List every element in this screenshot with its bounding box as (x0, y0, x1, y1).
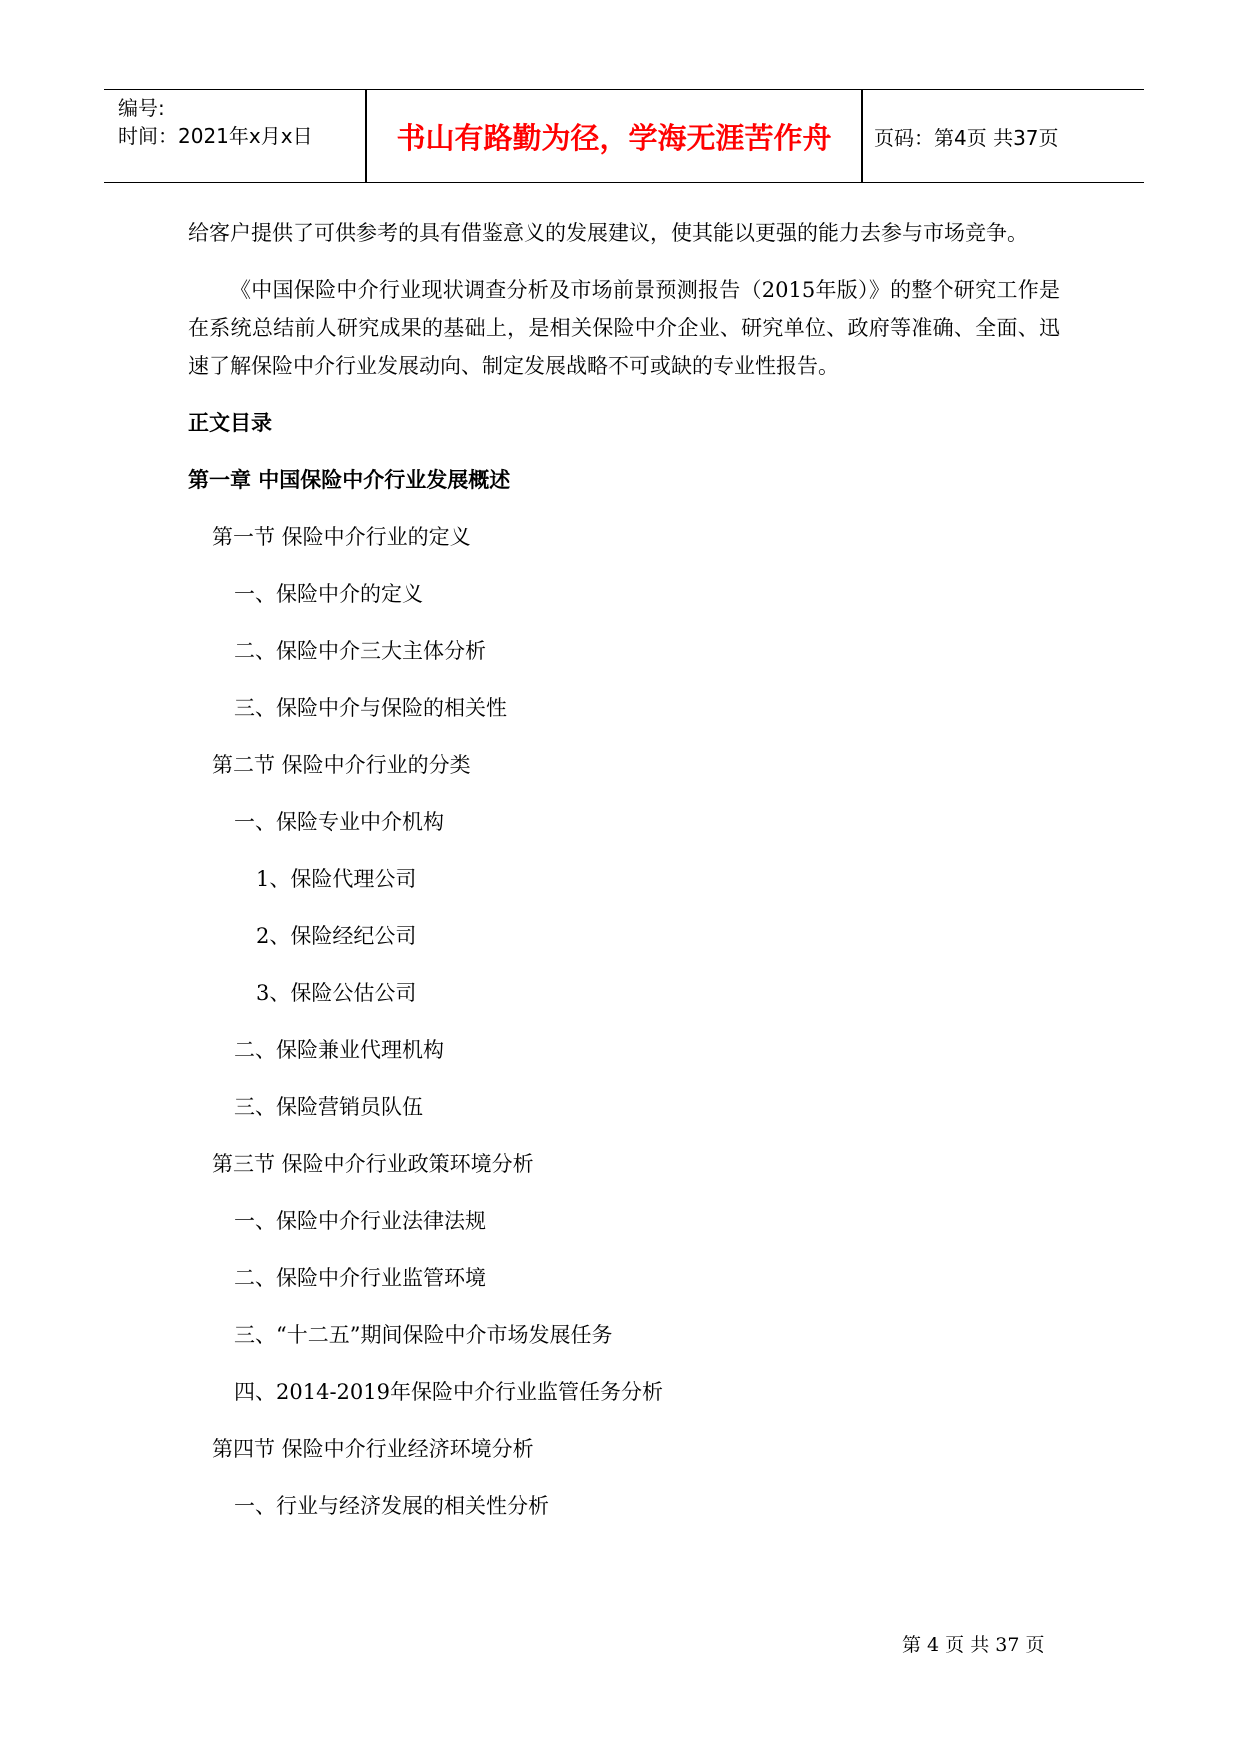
toc-item: 2、保险经纪公司 (256, 924, 417, 948)
toc-subsection: 四、2014-2019年保险中介行业监管任务分析 (234, 1380, 663, 1404)
document-time-label: 时间：2021年x月x日 (118, 124, 313, 148)
header-divider-left (365, 90, 367, 182)
toc-item: 1、保险代理公司 (256, 867, 417, 891)
toc-subsection: 一、保险中介行业法律法规 (234, 1209, 486, 1233)
header-motto: 书山有路勤为径，学海无涯苦作舟 (396, 120, 832, 155)
toc-chapter: 第一章 中国保险中介行业发展概述 (188, 468, 511, 492)
toc-subsection: 二、保险兼业代理机构 (234, 1038, 444, 1062)
document-number-label: 编号: (118, 96, 165, 120)
toc-subsection: 二、保险中介三大主体分析 (234, 639, 486, 663)
toc-subsection: 一、保险专业中介机构 (234, 810, 444, 834)
header-divider-right (861, 90, 863, 182)
toc-subsection: 一、行业与经济发展的相关性分析 (234, 1494, 549, 1518)
toc-subsection: 一、保险中介的定义 (234, 582, 423, 606)
body-paragraph: 《中国保险中介行业现状调查分析及市场前景预测报告（2015年版）》的整个研究工作是在系统总结前人研究成果的基础上，是相关保险中介企业、研究单位、政府等准确、全面、迅速了解保险中介行业发展动向、制定发展战略不可或缺的专业性报告。 (188, 278, 1060, 378)
toc-section: 第一节 保险中介行业的定义 (212, 525, 471, 549)
toc-subsection: 三、“十二五”期间保险中介市场发展任务 (234, 1323, 613, 1347)
header-page-info: 页码：第4页 共37页 (874, 126, 1059, 150)
toc-section: 第三节 保险中介行业政策环境分析 (212, 1152, 534, 1176)
toc-heading: 正文目录 (188, 411, 272, 435)
toc-subsection: 三、保险中介与保险的相关性 (234, 696, 507, 720)
toc-section: 第二节 保险中介行业的分类 (212, 753, 471, 777)
header-meta (118, 94, 313, 150)
page-footer: 第 4 页 共 37 页 (902, 1634, 1045, 1656)
toc-subsection: 三、保险营销员队伍 (234, 1095, 423, 1119)
toc-item: 3、保险公估公司 (256, 981, 417, 1005)
toc-section: 第四节 保险中介行业经济环境分析 (212, 1437, 534, 1461)
body-paragraph: 给客户提供了可供参考的具有借鉴意义的发展建议，使其能以更强的能力去参与市场竞争。 (188, 221, 1028, 245)
document-body (188, 214, 1060, 1544)
document-header (104, 89, 1144, 183)
toc-subsection: 二、保险中介行业监管环境 (234, 1266, 486, 1290)
